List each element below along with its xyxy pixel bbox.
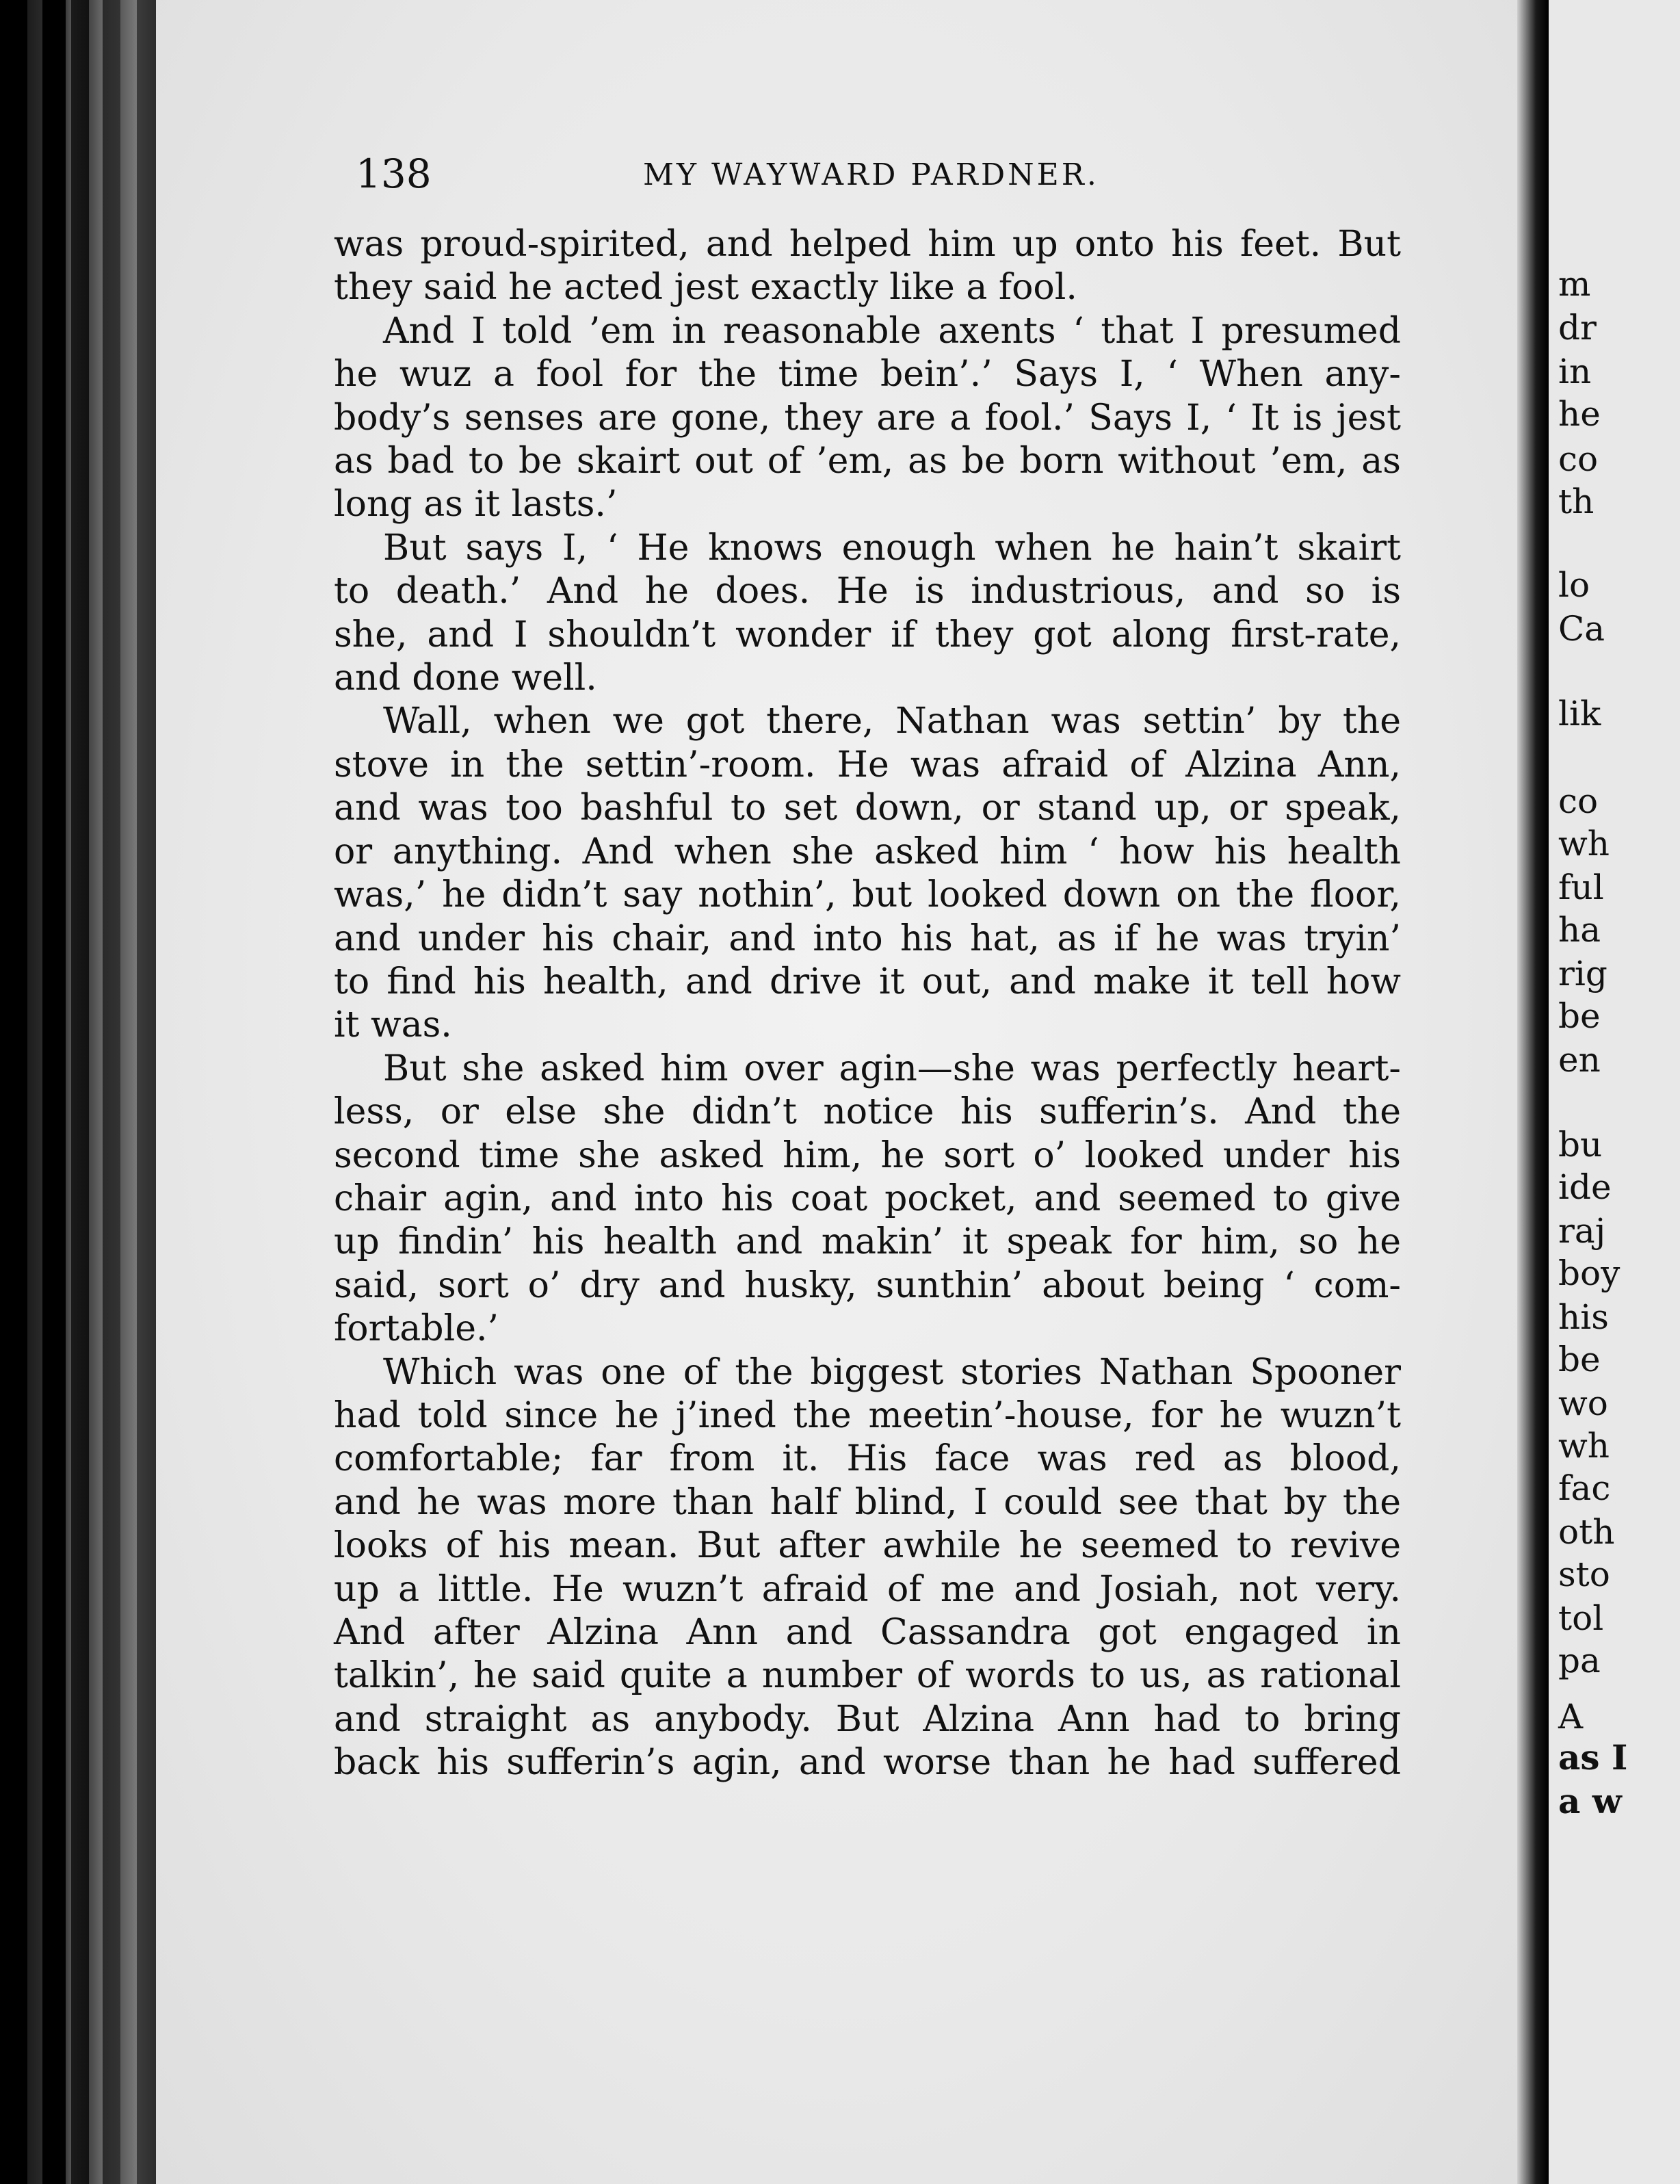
text-line: had told since he j’ined the meetin’-house, for he wuzn’t [334,1394,1401,1436]
page-gutter [1517,0,1549,2184]
facing-page-text-fragment: co [1558,439,1599,479]
text-line: to death.’ And he does. He is industrious, and so is [334,571,1401,612]
text-line: and straight as anybody. But Alzina Ann had to bring [334,1698,1401,1740]
facing-page-text-fragment: he [1558,394,1601,434]
text-line: talkin’, he said quite a number of words to us, as rational [334,1655,1401,1697]
facing-page-text-fragment: Ca [1558,609,1605,649]
facing-page-text-fragment: be [1558,996,1601,1036]
facing-page-text-fragment: ide [1558,1167,1612,1207]
text-line: body’s senses are gone, they are a fool.’ Says I, ‘ It is jest [334,397,1401,439]
text-line: Wall, when we got there, Nathan was settin’ by the [383,701,1401,742]
facing-page-text-fragment: wh [1558,824,1610,863]
text-line: as bad to be skairt out of ’em, as be born without ’em, as [334,441,1401,482]
facing-page-text-fragment: ha [1558,910,1601,950]
text-line: up findin’ his health and makin’ it speak for him, so he [334,1221,1401,1263]
facing-page-text-fragment: tol [1558,1598,1604,1638]
text-line: and under his chair, and into his hat, as if he was tryin’ [334,918,1401,959]
text-line: looks of his mean. But after awhile he seemed to revive [334,1525,1401,1567]
body-text [334,223,1401,1785]
facing-page-text-fragment: oth [1558,1512,1615,1552]
facing-page-text-fragment: th [1558,482,1594,521]
facing-page-text-fragment: as I [1558,1737,1628,1778]
text-line: and he was more than half blind, I could see that by the [334,1481,1401,1523]
facing-page-text-fragment: lik [1558,694,1601,733]
text-line: he wuz a fool for the time bein’.’ Says I, ‘ When any- [334,354,1401,395]
text-line: said, sort o’ dry and husky, sunthin’ about being ‘ com- [334,1264,1401,1306]
facing-page-text-fragment: fac [1558,1468,1611,1508]
facing-page-text-fragment: be [1558,1340,1601,1379]
facing-page-text-fragment: wh [1558,1426,1610,1466]
running-head [356,151,1532,205]
text-line: was,’ he didn’t say nothin’, but looked down on the floor, [334,874,1401,916]
page-number: 138 [356,151,432,197]
text-line: long as it lasts.’ [334,484,618,525]
facing-page-text-fragment: his [1558,1297,1609,1337]
text-line: Which was one of the biggest stories Nathan Spooner [383,1351,1401,1393]
text-line: and was too bashful to set down, or stand up, or speak, [334,788,1401,829]
facing-page-text-fragment: dr [1558,308,1597,348]
facing-page-text-fragment: boy [1558,1253,1620,1293]
text-line: it was. [334,1004,452,1046]
facing-page-text-fragment: a w [1558,1781,1622,1821]
facing-page-text-fragment: ful [1558,868,1604,907]
text-line: to find his health, and drive it out, and make it tell how [334,961,1401,1002]
facing-page-text-fragment: rig [1558,954,1607,993]
facing-page-text-fragment: wo [1558,1383,1608,1423]
text-line: And after Alzina Ann and Cassandra got engaged in [334,1612,1401,1653]
text-line: she, and I shouldn’t wonder if they got along first-rate, [334,614,1401,655]
text-line: and done well. [334,658,597,699]
text-line: less, or else she didn’t notice his sufferin’s. And the [334,1091,1401,1133]
text-line: fortable.’ [334,1308,499,1350]
facing-page-text-fragment: raj [1558,1211,1606,1251]
facing-page-text-fragment: co [1558,781,1599,821]
facing-page-fragment [1549,0,1680,2184]
facing-page-text-fragment: m [1558,264,1591,304]
facing-page-text-fragment: lo [1558,565,1590,605]
text-line: up a little. He wuzn’t afraid of me and Josiah, not very. [334,1568,1401,1610]
facing-page-text-fragment: bu [1558,1125,1603,1165]
text-line: stove in the settin’-room. He was afraid of Alzina Ann, [334,744,1401,785]
text-line: But says I, ‘ He knows enough when he hain’t skairt [383,527,1401,569]
text-line: comfortable; far from it. His face was red as blood, [334,1438,1401,1480]
text-line: But she asked him over agin—she was perfectly heart- [383,1048,1401,1089]
facing-page-text-fragment: A [1558,1697,1584,1737]
facing-page-text-fragment: en [1558,1040,1601,1080]
text-line: back his sufferin’s agin, and worse than he had suffered [334,1742,1401,1784]
text-line: chair agin, and into his coat pocket, and seemed to give [334,1178,1401,1219]
text-line: or anything. And when she asked him ‘ how his health [334,831,1401,872]
text-line: they said he acted jest exactly like a fool. [334,267,1077,309]
text-line: second time she asked him, he sort o’ looked under his [334,1134,1401,1176]
text-line: was proud-spirited, and helped him up onto his feet. But [334,224,1401,265]
text-line: And I told ’em in reasonable axents ‘ that I presumed [383,310,1401,352]
facing-page-text-fragment: sto [1558,1555,1610,1594]
book-spine-edge [0,0,156,2184]
running-title: MY WAYWARD PARDNER. [643,157,1099,192]
facing-page-text-fragment: pa [1558,1641,1601,1680]
facing-page-text-fragment: in [1558,352,1592,391]
